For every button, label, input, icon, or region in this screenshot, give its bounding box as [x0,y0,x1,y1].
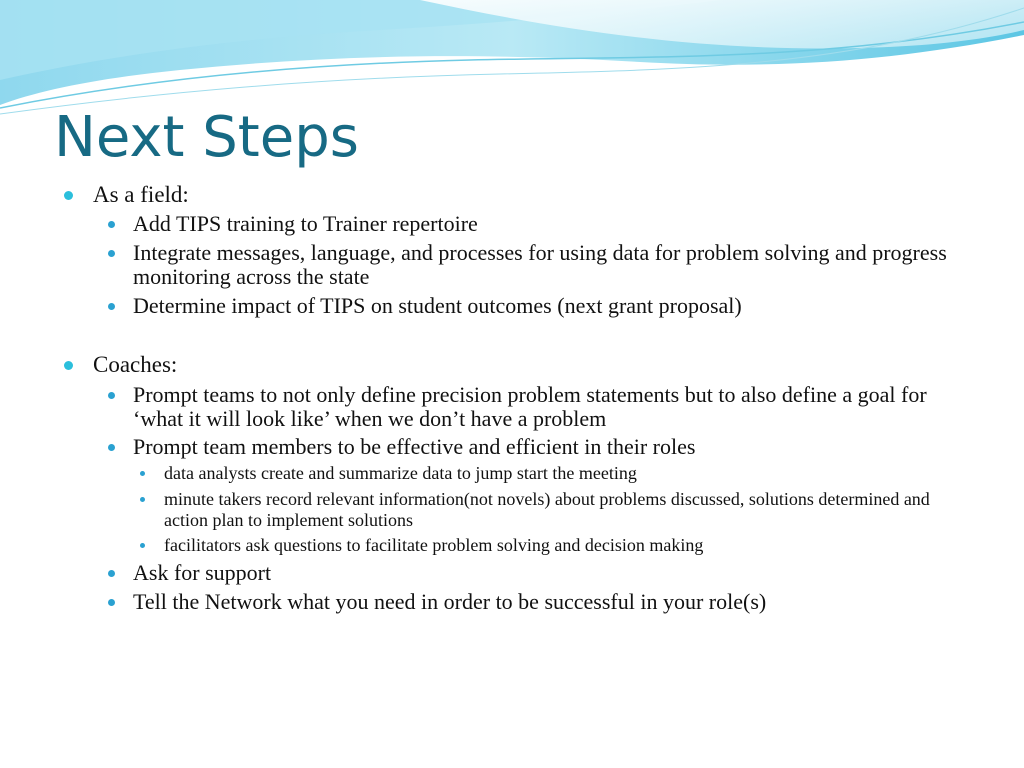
bullet-as-a-field [93,182,189,208]
bullet-icon [64,191,73,200]
bullet-text: Ask for support [133,560,272,585]
bullet-integrate-messages [133,241,973,289]
bullet-ask-for-support [133,561,973,585]
sub-bullet-minute-takers [164,489,964,531]
bullet-prompt-teams [133,383,973,431]
bullet-prompt-team-members [133,435,973,459]
slide-title: Next Steps [54,105,359,170]
bullet-text: Integrate messages, language, and processes for using data for problem solving and progress monitoring across the state [133,240,947,289]
bullet-add-tips-training [133,212,973,236]
sub-bullet-facilitators [164,535,964,556]
bullet-text: Determine impact of TIPS on student outcomes (next grant proposal) [133,293,742,318]
bullet-icon [140,497,145,502]
bullet-coaches [93,352,177,378]
bullet-text: Prompt team members to be effective and efficient in their roles [133,434,696,459]
bullet-text: Prompt teams to not only define precision problem statements but to also define a goal for ‘what it will look like’ when we don’t have a problem [133,382,927,431]
sub-bullet-data-analysts [164,463,964,484]
bullet-icon [64,361,73,370]
bullet-text: Coaches: [93,352,178,377]
bullet-icon [140,471,145,476]
bullet-text: minute takers record relevant information(not novels) about problems discussed, solutions determined and action plan to implement solutions [164,489,930,530]
bullet-icon [108,444,115,451]
bullet-text: Tell the Network what you need in order to be successful in your role(s) [133,589,767,614]
bullet-icon [140,543,145,548]
bullet-icon [108,250,115,257]
bullet-text: Add TIPS training to Trainer repertoire [133,211,478,236]
bullet-text: As a field: [93,182,189,207]
bullet-text: data analysts create and summarize data to jump start the meeting [164,463,637,483]
bullet-icon [108,570,115,577]
bullet-icon [108,392,115,399]
bullet-tell-the-network [133,590,973,614]
bullet-icon [108,221,115,228]
bullet-determine-impact [133,294,973,318]
bullet-text: facilitators ask questions to facilitate problem solving and decision making [164,535,704,555]
bullet-icon [108,303,115,310]
bullet-icon [108,599,115,606]
